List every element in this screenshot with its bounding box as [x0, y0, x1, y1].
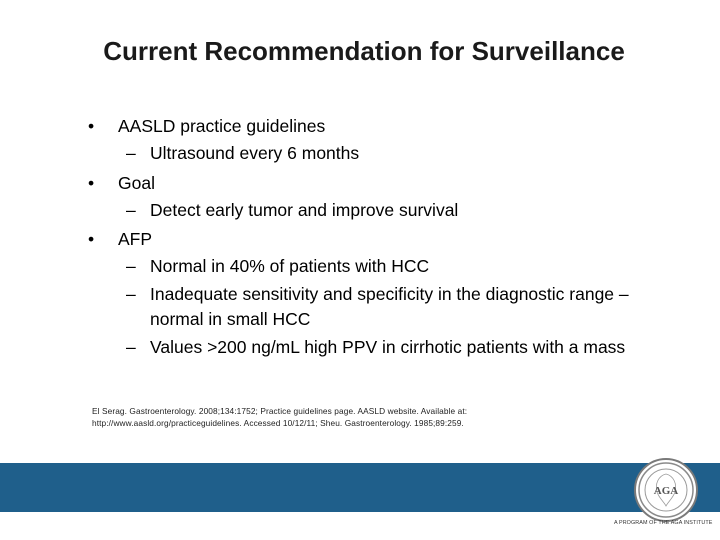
bullet-marker: •: [88, 172, 95, 193]
reference-line: El Serag. Gastroenterology. 2008;134:1752; Practice guidelines page. AASLD website. Available at:: [92, 406, 468, 416]
slide-title: Current Recommendation for Surveillance: [103, 36, 625, 66]
sub-bullet-text: Values >200 ng/mL high PPV in cirrhotic patients with a mass: [150, 336, 626, 357]
seal-text: AGA: [653, 485, 679, 497]
references: [92, 405, 652, 429]
bullet-marker: •: [88, 116, 95, 136]
bullet-list: [88, 112, 678, 362]
sub-bullet-item: [88, 198, 678, 224]
dash-marker: –: [126, 336, 136, 357]
sub-bullet-item: [88, 282, 678, 333]
sub-bullet-text: Detect early tumor and improve survival: [150, 199, 459, 220]
footer-band: [0, 463, 720, 512]
sub-bullet-text: Inadequate sensitivity and specificity in the diagnostic range – normal in small HCC: [150, 283, 629, 329]
aga-seal-logo: [634, 458, 698, 522]
sub-bullet-text: Ultrasound every 6 months: [150, 143, 360, 163]
bullet-text: AASLD practice guidelines: [118, 116, 326, 136]
sub-bullet-item: [88, 335, 678, 361]
bullet-text: AFP: [118, 229, 153, 249]
dash-marker: –: [126, 283, 136, 304]
sub-bullet-item: [88, 254, 678, 280]
bullet-item: [88, 112, 678, 141]
bullet-item: [88, 169, 678, 198]
dash-marker: –: [126, 143, 136, 163]
program-tagline: A PROGRAM OF THE AGA INSTITUTE: [614, 520, 713, 526]
dash-marker: –: [126, 256, 136, 276]
sub-bullet-text: Normal in 40% of patients with HCC: [150, 256, 430, 276]
sub-bullet-item: [88, 141, 678, 167]
reference-line: http://www.aasld.org/practiceguidelines. Accessed 10/12/11; Sheu. Gastroenterology. 1985;89:259.: [92, 418, 464, 428]
bullet-marker: •: [88, 229, 95, 249]
bullet-item: [88, 225, 678, 254]
bullet-text: Goal: [118, 172, 155, 193]
dash-marker: –: [126, 199, 136, 220]
seal-icon: [636, 460, 696, 520]
